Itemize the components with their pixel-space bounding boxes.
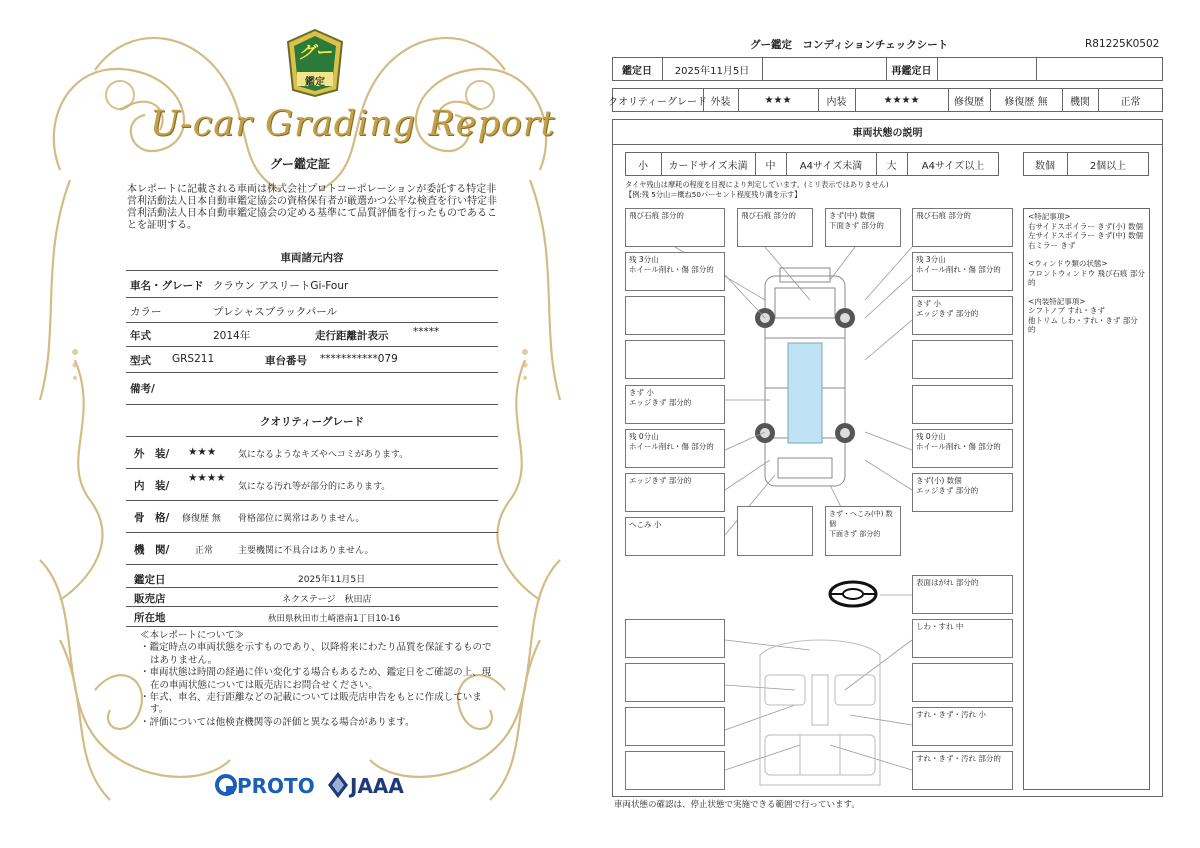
footer-note: 車両状態の確認は、停止状態で実施できる範囲で行っています。 xyxy=(614,800,860,810)
damage-box: 飛び石痕 部分的 xyxy=(912,208,1013,247)
damage-box: すれ・きず・汚れ 部分的 xyxy=(912,751,1013,790)
damage-box: 残 3分山 ホイール削れ・傷 部分的 xyxy=(625,252,725,291)
divider xyxy=(126,297,498,298)
steering-wheel-icon xyxy=(827,580,879,608)
divider xyxy=(126,346,498,347)
certificate-statement: 本レポートに記載される車両は株式会社プロトコーポレーションが委託する特定非営利活動法人日本自動車鑑定協会の資格保有者が厳選かつ公平な検査を行い特定非営利活動法人日本自動車鑑定協会の定める基準にて品質評価を行ったものであることを証明する。 xyxy=(127,184,497,231)
divider xyxy=(126,626,498,627)
grade-desc: 主要機関に不具合はありません。 xyxy=(238,546,374,556)
year-label: 年式 xyxy=(130,330,151,342)
grade-value: ★★★ xyxy=(188,446,217,458)
proto-mark-icon xyxy=(215,774,237,796)
grade-label: 内 装/ xyxy=(134,480,170,492)
specs-heading: 車両諸元内容 xyxy=(280,252,344,264)
grade-desc: 気になる汚れ等が部分的にあります。 xyxy=(238,482,391,492)
damage-box-empty xyxy=(912,340,1013,379)
damage-box: 残 0分山 ホイール削れ・傷 部分的 xyxy=(912,429,1013,468)
damage-box-empty xyxy=(625,707,725,746)
model-value: GRS211 xyxy=(172,353,215,365)
certificate-title: グー鑑定証 xyxy=(269,157,330,171)
proto-logo-text: PROTO xyxy=(237,774,315,798)
shop-label: 販売店 xyxy=(134,593,166,605)
emblem-top-text: グー xyxy=(298,43,332,63)
size-mid-desc: A4サイズ未満 xyxy=(799,160,863,172)
mileage-label: 走行距離計表示 xyxy=(315,330,389,342)
damage-box: へこみ 小 xyxy=(625,517,725,556)
address-value: 秋田県秋田市土崎港南1丁目10-16 xyxy=(268,614,401,624)
divider xyxy=(126,564,498,565)
divider xyxy=(126,500,498,501)
sheet-title: グー鑑定 コンディションチェックシート xyxy=(750,39,949,51)
remarks-label: 備考/ xyxy=(130,383,155,395)
chassis-label: 車台番号 xyxy=(265,355,307,367)
quality-heading: クオリティーグレード xyxy=(260,416,364,428)
damage-box-empty xyxy=(912,385,1013,424)
count-desc: 2個以上 xyxy=(1089,160,1127,172)
size-large-desc: A4サイズ以上 xyxy=(921,160,985,172)
damage-box-empty xyxy=(625,340,725,379)
goo-emblem xyxy=(285,28,345,98)
grade-value: 正常 xyxy=(195,546,214,556)
divider xyxy=(126,436,498,437)
note-item: ・鑑定時点の車両状態を示すものであり、以降将来にわたり品質を保証するものではありません。 xyxy=(140,642,492,666)
vehicle-state-heading: 車両状態の説明 xyxy=(852,128,923,139)
grade-value: 修復歴 無 xyxy=(182,514,221,524)
damage-box: きず(中) 数個 下面きず 部分的 xyxy=(825,208,901,247)
tire-note: タイヤ残山は摩耗の程度を目視により判定しています。(ミリ表示ではありません) xyxy=(625,180,889,189)
jaaa-mark-icon xyxy=(328,772,348,798)
damage-box: すれ・きず・汚れ 小 xyxy=(912,707,1013,746)
repair-label: 修復歴 xyxy=(954,96,984,108)
damage-box: 表面はがれ 部分的 xyxy=(912,575,1013,614)
interior-line: シフトノブ すれ・きず xyxy=(1028,306,1105,315)
engine-label: 機関 xyxy=(1070,96,1090,108)
divider xyxy=(126,322,498,323)
interior-value: ★★★★ xyxy=(883,94,920,106)
date-value: 2025年11月5日 xyxy=(298,575,366,585)
damage-box: きず・へこみ(中) 数個 下面きず 部分的 xyxy=(825,506,901,556)
size-large: 大 xyxy=(886,160,897,172)
damage-box: エッジきず 部分的 xyxy=(625,473,725,512)
emblem-bottom-text: 鑑定 xyxy=(305,77,325,88)
mileage-value: ***** xyxy=(413,326,440,338)
damage-box-empty xyxy=(625,751,725,790)
report-script-title: U-car Grading Report xyxy=(150,104,556,144)
redate-label: 再鑑定日 xyxy=(891,65,932,77)
proto-logo xyxy=(215,772,315,800)
divider xyxy=(126,587,498,588)
special-line: 右サイドスポイラー きず(小) 数個 xyxy=(1028,221,1144,231)
damage-box: きず 小 エッジきず 部分的 xyxy=(625,385,725,424)
jaaa-logo-text: JAAA xyxy=(350,774,404,798)
divider xyxy=(126,606,498,607)
size-small-desc: カードサイズ未満 xyxy=(668,160,748,172)
quality-grade-label: クオリティーグレード xyxy=(608,96,707,108)
damage-box: 残 0分山 ホイール削れ・傷 部分的 xyxy=(625,429,725,468)
special-notes-panel xyxy=(1023,208,1150,790)
model-label: 型式 xyxy=(130,355,151,367)
date-label: 鑑定日 xyxy=(134,574,166,586)
note-item: ・評価については他検査機関等の評価と異なる場合があります。 xyxy=(140,716,415,728)
jaaa-logo xyxy=(328,772,418,800)
damage-box-empty xyxy=(625,663,725,702)
damage-box: 残 3分山 ホイール削れ・傷 部分的 xyxy=(912,252,1013,291)
special-title: <特記事項> xyxy=(1028,212,1071,221)
note-item: ・年式、車名、走行距離などの記載については販売店申告をもとに作成しています。 xyxy=(140,692,482,716)
grade-label: 骨 格/ xyxy=(134,512,170,524)
special-line: 右ミラー きず xyxy=(1028,240,1076,250)
count-label: 数個 xyxy=(1035,160,1055,172)
damage-box-empty xyxy=(737,506,813,556)
window-line: フロントウィンドウ 飛び石痕 部分的 xyxy=(1028,268,1145,287)
chassis-value: ***********079 xyxy=(320,353,398,365)
interior-label: 内装 xyxy=(826,96,847,108)
address-label: 所在地 xyxy=(134,612,166,624)
special-line: 左サイドスポイラー きず(中) 数個 xyxy=(1028,231,1144,240)
damage-box: しわ・すれ 中 xyxy=(912,619,1013,658)
grade-label: 外 装/ xyxy=(134,448,170,460)
report-id: R81225K0502 xyxy=(1085,38,1160,50)
interior-line: 他トリム しわ・すれ・きず 部分的 xyxy=(1028,315,1138,334)
grade-desc: 骨格部位に異常はありません。 xyxy=(238,514,365,524)
damage-box: きず(小) 数個 エッジきず 部分的 xyxy=(912,473,1013,512)
date-label: 鑑定日 xyxy=(622,65,652,77)
divider xyxy=(126,468,498,469)
divider xyxy=(126,270,498,271)
interior-title: <内装特記事項> xyxy=(1028,296,1086,306)
damage-box-empty xyxy=(912,663,1013,702)
condition-check-sheet xyxy=(600,0,1200,848)
size-small: 小 xyxy=(638,160,648,172)
car-interior-diagram xyxy=(750,635,890,795)
damage-box-empty xyxy=(625,619,725,658)
divider xyxy=(126,532,498,533)
notes-title: ≪本レポートについて≫ xyxy=(140,630,245,641)
damage-box: 飛び石痕 部分的 xyxy=(737,208,813,247)
damage-box: きず 小 エッジきず 部分的 xyxy=(912,296,1013,335)
report-notes xyxy=(140,630,500,729)
repair-value: 修復歴 無 xyxy=(1004,96,1048,108)
year-value: 2014年 xyxy=(213,330,251,342)
color-value: プレシャスブラックパール xyxy=(213,306,338,318)
exterior-value: ★★★ xyxy=(764,94,792,106)
damage-box: 飛び石痕 部分的 xyxy=(625,208,725,247)
exterior-label: 外装 xyxy=(710,96,731,108)
tire-example: 【例:残 5分山＝概ね50パーセント程度残り溝を示す】 xyxy=(625,190,802,199)
shop-value: ネクステージ 秋田店 xyxy=(282,595,372,605)
car-name-label: 車名・グレード xyxy=(130,280,204,292)
divider xyxy=(126,404,498,405)
car-name-value: クラウン アスリートGi-Four xyxy=(213,280,349,292)
color-label: カラー xyxy=(130,306,162,318)
engine-value: 正常 xyxy=(1120,96,1141,108)
grade-desc: 気になるようなキズやへコミがあります。 xyxy=(238,450,409,460)
note-item: ・車両状態は時間の経過に伴い変化する場合もあるため、鑑定日をご確認の上、現在の車両状態については販売店にお問合せください。 xyxy=(140,667,492,691)
damage-box-empty xyxy=(625,296,725,335)
size-mid: 中 xyxy=(765,160,776,172)
window-title: <ウィンドウ類の状態> xyxy=(1028,259,1108,268)
date-value: 2025年11月5日 xyxy=(674,65,750,77)
grade-label: 機 関/ xyxy=(134,544,170,556)
grade-value: ★★★★ xyxy=(188,472,226,484)
divider xyxy=(126,372,498,373)
